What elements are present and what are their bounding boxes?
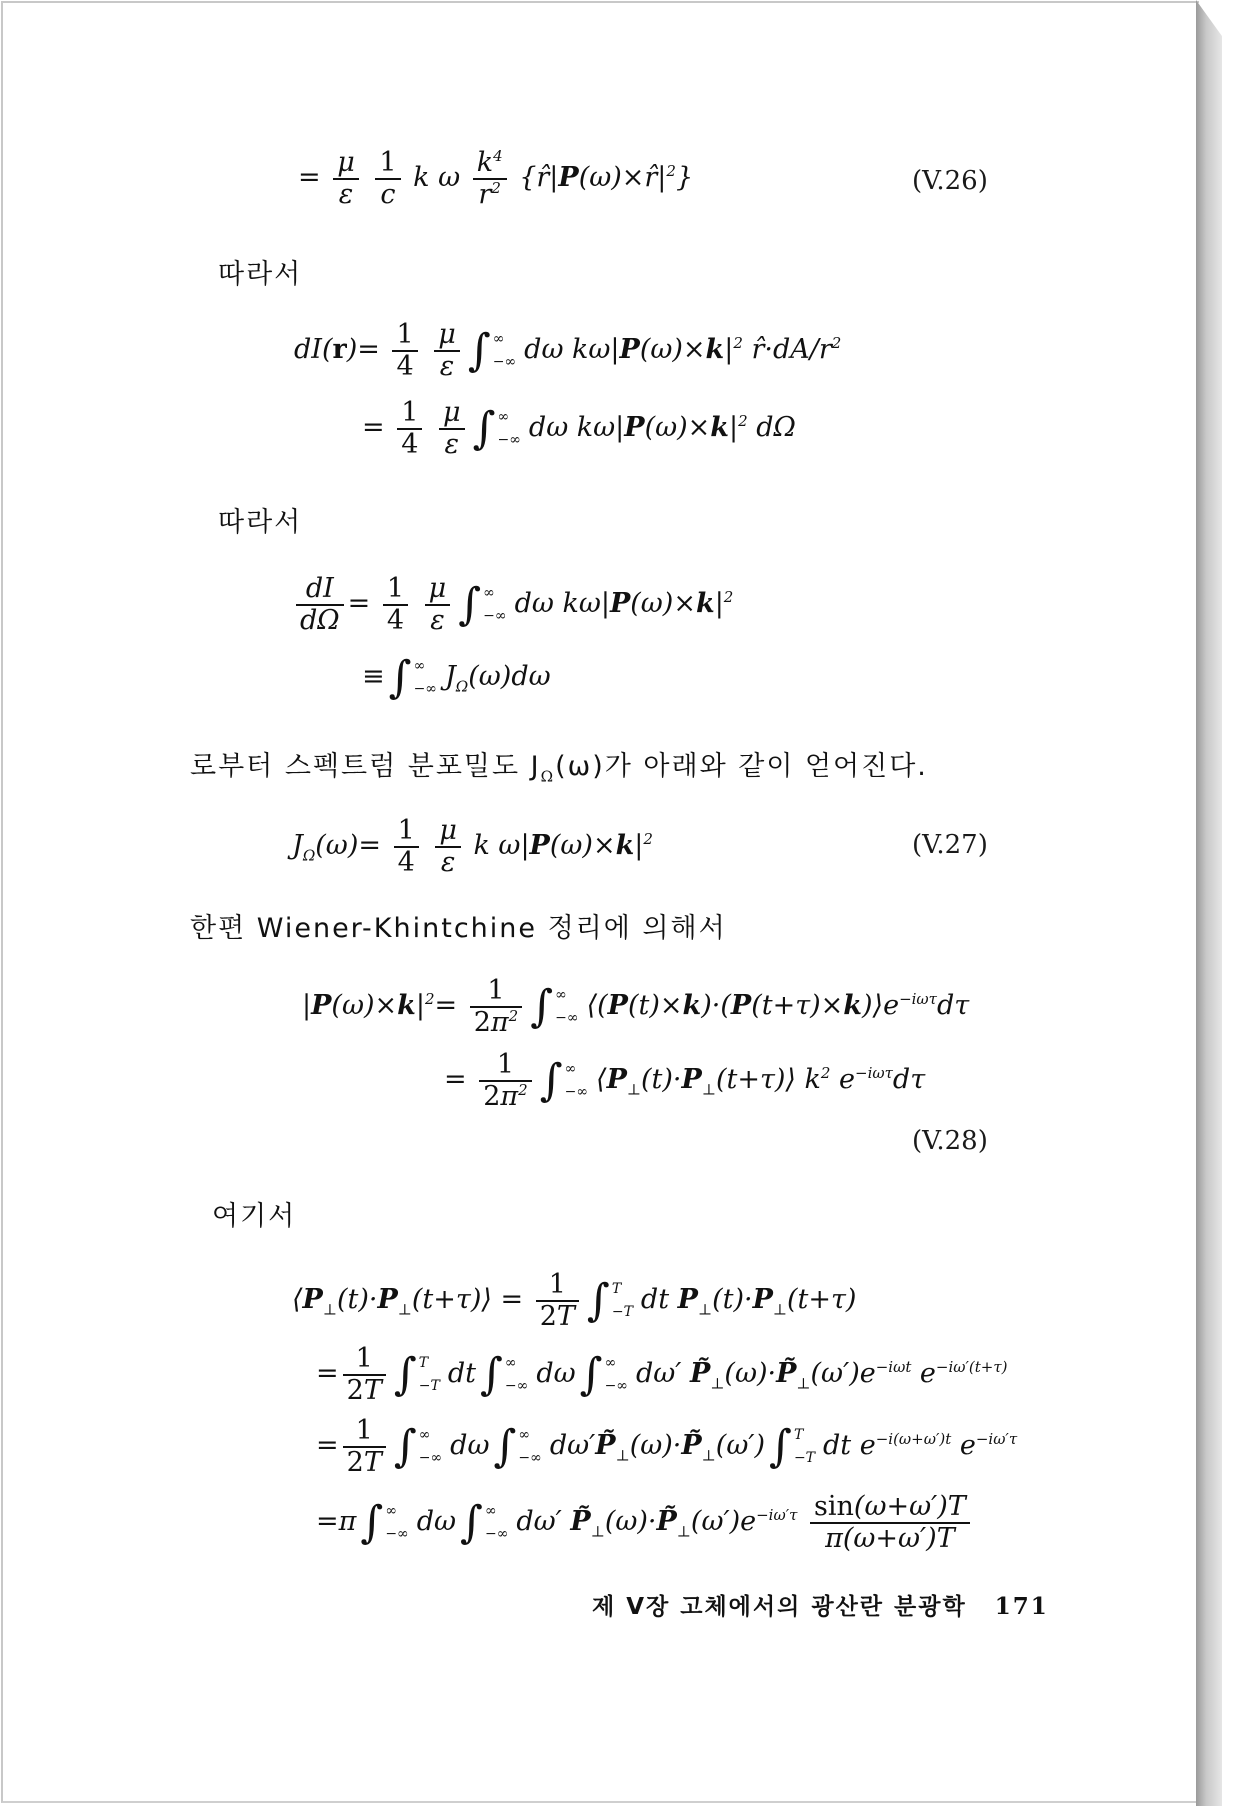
equation-v28-line1: $|P(\omega)\times k|^2=$ $\frac{1}{2\pi^2}$ ∫ ∞ −∞ $⟨(P(t)\times k)\cdot(P(t+\tau)\times k)⟩e^{-i\omega\tau}d\tau$ [302,975,970,1038]
equation-autocorrelation-4: =π∫ ∞ −∞ dω∫ ∞ −∞ dω′ $P̃_\perp(\omega)\cdot P̃_\perp(\omega')e^{-i\omega'\tau}$ $\frac{\sin(\omega+\omega')T}{\pi(\omega+\omega')T}$ [316,1492,974,1553]
paragraph-wiener-khintchine: 한편 Wiener-Khintchine 정리에 의해서 [190,913,727,944]
equation-autocorrelation-3: = $\frac{1}{2T}$ ∫ ∞ −∞ dω∫ ∞ −∞ $d\omega'P̃_\perp(\omega)\cdot P̃_\perp(\omega')\int$ T −T dt $e^{-i(\omega+\omega')t}$ $e^{-i\omega'\tau}$ [316,1415,1018,1478]
equation-dI-r: dI(r)= $\frac{1}{4}$ $\frac{\mu}{\varepsilon}$ ∫ ∞ −∞ dω $k\omega|P(\omega)\times k|^2$ $r̂\cdot dA/r^2$ [294,319,842,382]
running-footer [592,1588,1049,1621]
equation-number-v26: (V.26) [912,166,988,196]
equation-v27: $J_\Omega(\omega)=$ $\frac{1}{4}$ $\frac{\mu}{\varepsilon}$ k $\omega|P(\omega)\times k|^2$ [292,815,653,878]
paragraph-therefore-1: 따라서 [218,259,303,290]
equation-autocorrelation-2: = $\frac{1}{2T}$ ∫ T −T dt∫ ∞ −∞ dω∫ ∞ −∞ dω′ $P̃_\perp(\omega)\cdot P̃_\perp(\omega')e^{-i\omega t}$ $e^{-i\omega'(t+\tau)}$ [316,1343,1008,1406]
equation-v28-line2: = $\frac{1}{2\pi^2}$ ∫ ∞ −∞ $⟨P_\perp(t)\cdot P_\perp(t+\tau)⟩$ $k^2$ $e^{-i\omega\tau}d\tau$ [444,1049,926,1112]
equation-number-v27: (V.27) [912,830,988,860]
equation-dI-solid-angle: = $\frac{1}{4}$ $\frac{\mu}{\varepsilon}$ ∫ ∞ −∞ dω $k\omega|P(\omega)\times k|^2$ dΩ [362,397,796,460]
equation-number-v28: (V.28) [912,1126,988,1156]
paragraph-spectral-density-tail: (ω)가 아래와 같이 얻어진다. [555,751,928,782]
paragraph-spectral-density [190,744,928,785]
equation-dI-dOmega: $\frac{dI}{d\Omega}$ = $\frac{1}{4}$ $\frac{\mu}{\varepsilon}$ ∫ ∞ −∞ dω $k\omega|P(\omega)\times k|^2$ [292,574,733,635]
footer-chapter-title: 제 V장 고체에서의 광산란 분광학 [592,1594,967,1620]
page-number: 171 [994,1593,1049,1620]
paragraph-spectral-density-sub: Ω [540,767,556,786]
equation-spectral-integral: ≡∫ ∞ −∞ $J_\Omega(\omega)d\omega$ [362,652,551,703]
page-edge-shadow [1196,0,1222,1806]
paragraph-therefore-2: 따라서 [218,507,303,538]
paragraph-spectral-density-text: 로부터 스펙트럼 분포밀도 J [190,751,541,782]
equation-v26: = $\frac{\mu}{\varepsilon}$ $\frac{1}{c}$ k ω $\frac{k^4}{r^2}$ $\{r̂|P(\omega)\times r̂|^2\}$ [298,147,694,210]
equation-autocorrelation-1: $⟨P_\perp(t)\cdot P_\perp(t+\tau)⟩$ = $\frac{1}{2T}$ ∫ T −T dt $P_\perp(t)\cdot P_\perp(t+\tau)$ [292,1269,857,1332]
paragraph-where: 여기서 [212,1201,297,1232]
